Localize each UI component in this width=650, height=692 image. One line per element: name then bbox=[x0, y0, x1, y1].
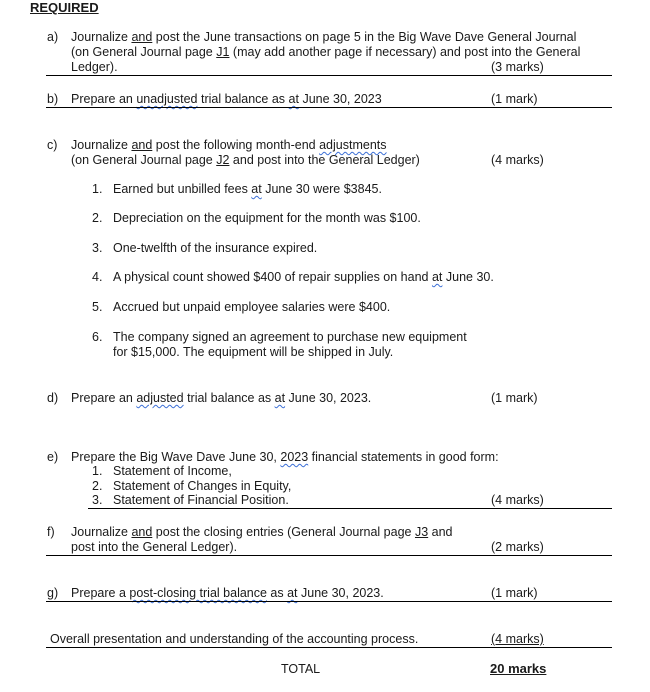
list-text: One-twelfth of the insurance expired. bbox=[113, 241, 318, 255]
item-a-letter: a) bbox=[47, 30, 59, 44]
total-marks: 20 marks bbox=[490, 661, 547, 676]
item-a-divider bbox=[46, 75, 612, 76]
item-d-letter: d) bbox=[47, 391, 59, 405]
item-d-text: Prepare an adjusted trial balance as at June 30, 2023. bbox=[71, 391, 372, 405]
overall-text: Overall presentation and understanding of the accounting process. bbox=[50, 632, 419, 646]
overall-marks: (4 marks) bbox=[491, 632, 544, 646]
list-text: Statement of Changes in Equity, bbox=[113, 479, 292, 493]
list-number: 5. bbox=[92, 300, 103, 314]
item-c-marks: (4 marks) bbox=[491, 153, 544, 167]
item-b-marks: (1 mark) bbox=[491, 92, 538, 106]
list-text: Statement of Income, bbox=[113, 464, 232, 478]
item-g-text: Prepare a post-closing trial balance as at June 30, 2023. bbox=[71, 586, 384, 600]
list-number: 3. bbox=[92, 241, 103, 255]
item-a-line3: Ledger). bbox=[71, 60, 118, 74]
item-g-divider bbox=[46, 601, 612, 602]
item-b-letter: b) bbox=[47, 92, 59, 106]
item-d-marks: (1 mark) bbox=[491, 391, 538, 405]
list-number: 6. bbox=[92, 330, 103, 344]
item-a-line2: (on General Journal page J1 (may add another page if necessary) and post into the General bbox=[71, 45, 581, 59]
list-number: 3. bbox=[92, 493, 103, 507]
item-c-letter: c) bbox=[47, 138, 58, 152]
item-g-letter: g) bbox=[47, 586, 59, 600]
list-number: 2. bbox=[92, 211, 103, 225]
item-f-divider bbox=[46, 555, 612, 556]
list-number: 4. bbox=[92, 270, 103, 284]
item-c-line2: (on General Journal page J2 and post into the General Ledger) bbox=[71, 153, 420, 167]
item-b-divider bbox=[46, 107, 612, 108]
list-text: Statement of Financial Position. bbox=[113, 493, 289, 507]
overall-divider bbox=[46, 647, 612, 648]
item-f-marks: (2 marks) bbox=[491, 540, 544, 554]
list-number: 1. bbox=[92, 464, 103, 478]
page-heading: REQUIRED bbox=[30, 0, 99, 15]
item-e-marks: (4 marks) bbox=[491, 493, 544, 507]
item-g-marks: (1 mark) bbox=[491, 586, 538, 600]
item-b-text: Prepare an unadjusted trial balance as at June 30, 2023 bbox=[71, 92, 382, 106]
item-e-text: Prepare the Big Wave Dave June 30, 2023 financial statements in good form: bbox=[71, 450, 499, 464]
list-text: A physical count showed $400 of repair supplies on hand at June 30. bbox=[113, 270, 494, 284]
list-text: Accrued but unpaid employee salaries were $400. bbox=[113, 300, 391, 314]
list-number: 2. bbox=[92, 479, 103, 493]
item-c-line1: Journalize and post the following month-end adjustments bbox=[71, 138, 387, 152]
total-label: TOTAL bbox=[281, 662, 321, 676]
item-a-marks: (3 marks) bbox=[491, 60, 544, 74]
item-e-divider bbox=[88, 508, 612, 509]
item-f-line1: Journalize and post the closing entries (General Journal page J3 and bbox=[71, 525, 453, 539]
list-text: Depreciation on the equipment for the month was $100. bbox=[113, 211, 421, 225]
list-number: 1. bbox=[92, 182, 103, 196]
list-text: Earned but unbilled fees at June 30 were $3845. bbox=[113, 182, 382, 196]
item-f-line2: post into the General Ledger). bbox=[71, 540, 238, 554]
item-f-letter: f) bbox=[47, 525, 55, 539]
list-text: The company signed an agreement to purchase new equipment bbox=[113, 330, 467, 344]
item-a-line1: Journalize and post the June transactions on page 5 in the Big Wave Dave General Journal bbox=[71, 30, 577, 44]
item-e-letter: e) bbox=[47, 450, 59, 464]
list-text: for $15,000. The equipment will be shipped in July. bbox=[113, 345, 394, 359]
